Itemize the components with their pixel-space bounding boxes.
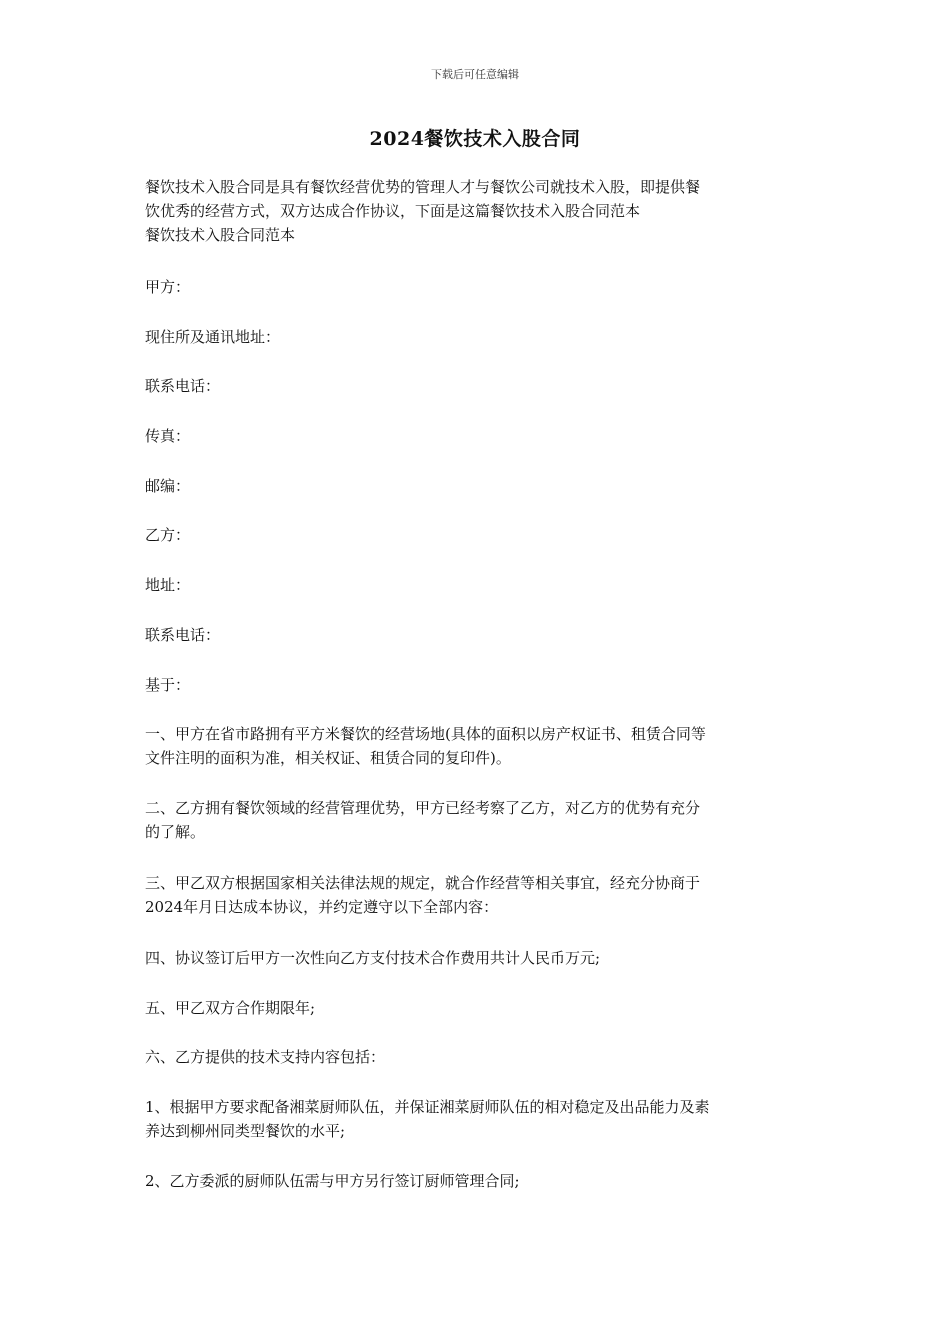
clause-line: 一、甲方在省市路拥有平方米餐饮的经营场地(具体的面积以房产权证书、租赁合同等 bbox=[145, 725, 706, 743]
clause-2 bbox=[145, 796, 810, 844]
party-a-address: 现住所及通讯地址： bbox=[145, 328, 281, 346]
clause-line: 三、甲乙双方根据国家相关法律法规的规定，就合作经营等相关事宜，经充分协商于 bbox=[145, 874, 701, 892]
clause-1 bbox=[145, 722, 810, 770]
intro-line: 饮优秀的经营方式，双方达成合作协议，下面是这篇餐饮技术入股合同范本 bbox=[145, 202, 641, 220]
clause-line: 的了解。 bbox=[145, 823, 206, 841]
clause-3 bbox=[145, 871, 810, 919]
party-a-fax: 传真： bbox=[145, 427, 191, 445]
intro-paragraph bbox=[145, 175, 810, 247]
subclause-2: 2、乙方委派的厨师队伍需与甲方另行签订厨师管理合同; bbox=[145, 1172, 520, 1190]
clause-6: 六、乙方提供的技术支持内容包括： bbox=[145, 1048, 386, 1066]
clause-line: 二、乙方拥有餐饮领域的经营管理优势，甲方已经考察了乙方，对乙方的优势有充分 bbox=[145, 799, 701, 817]
clause-line: 文件注明的面积为准，相关权证、租赁合同的复印件)。 bbox=[145, 749, 511, 767]
clause-4: 四、协议签订后甲方一次性向乙方支付技术合作费用共计人民币万元; bbox=[145, 949, 601, 967]
clause-line: 2024年月日达成本协议，并约定遵守以下全部内容： bbox=[145, 898, 499, 916]
intro-line: 餐饮技术入股合同范本 bbox=[145, 226, 296, 244]
intro-line: 餐饮技术入股合同是具有餐饮经营优势的管理人才与餐饮公司就技术入股，即提供餐 bbox=[145, 178, 701, 196]
party-a-postcode: 邮编： bbox=[145, 477, 191, 495]
clause-line: 养达到柳州同类型餐饮的水平; bbox=[145, 1122, 346, 1140]
party-a-phone: 联系电话： bbox=[145, 377, 221, 395]
header-note: 下载后可任意编辑 bbox=[431, 68, 519, 81]
party-a-label: 甲方： bbox=[145, 278, 191, 296]
party-b-label: 乙方： bbox=[145, 526, 191, 544]
party-b-phone: 联系电话： bbox=[145, 626, 221, 644]
clause-5: 五、甲乙双方合作期限年; bbox=[145, 999, 316, 1017]
party-b-address: 地址： bbox=[145, 576, 191, 594]
document-title: 2024餐饮技术入股合同 bbox=[369, 128, 581, 150]
subclause-1 bbox=[145, 1095, 810, 1143]
basis-label: 基于： bbox=[145, 676, 191, 694]
clause-line: 1、根据甲方要求配备湘菜厨师队伍，并保证湘菜厨师队伍的相对稳定及出品能力及素 bbox=[145, 1098, 710, 1116]
